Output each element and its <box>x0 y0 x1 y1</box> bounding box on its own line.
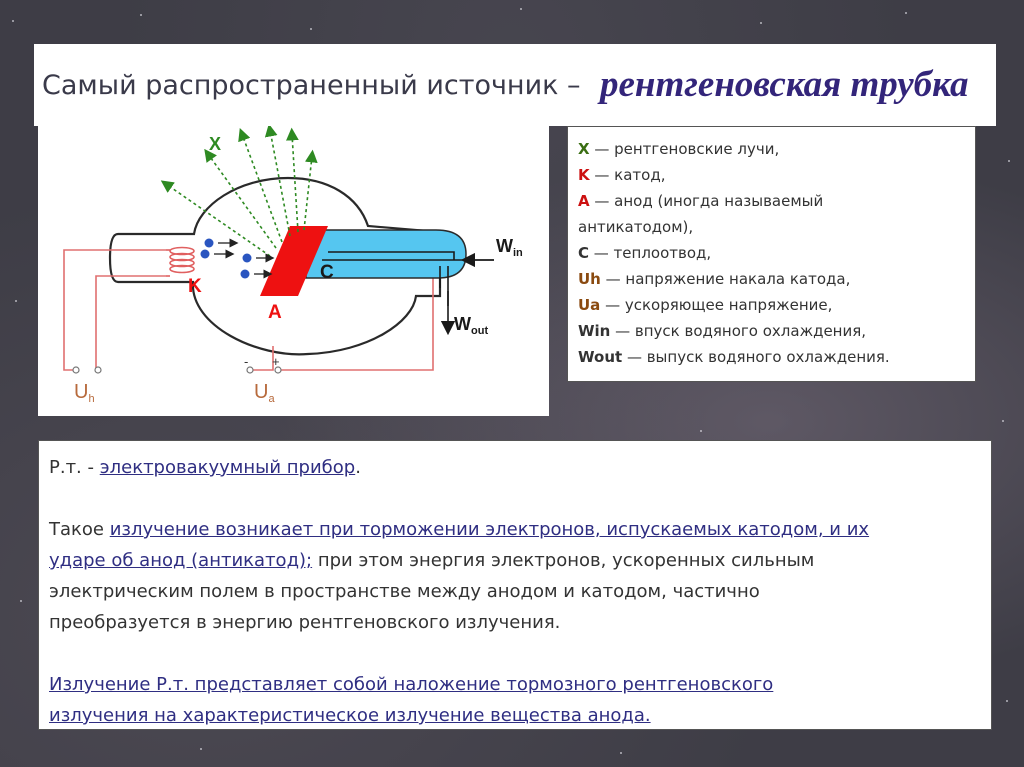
label-c: C <box>320 262 334 283</box>
link-electrovacuum-device[interactable]: электровакуумный прибор <box>99 457 356 478</box>
legend-key: Win <box>578 322 611 340</box>
legend-row <box>578 162 965 188</box>
xray-tube-diagram <box>38 126 549 416</box>
slide-title-accent: рентгеновская трубка <box>600 64 969 105</box>
slide-title-plain: Самый распространенный источник – <box>42 70 581 101</box>
legend-text: — выпуск водяного охлаждения. <box>622 348 890 366</box>
label-x: X <box>209 134 222 154</box>
legend-row <box>578 214 965 240</box>
legend-row <box>578 266 965 292</box>
star <box>200 748 202 750</box>
link-superposition-line2[interactable]: излучения на характеристическое излучение вещества анода. <box>49 705 651 726</box>
legend-key: Uh <box>578 270 601 288</box>
star <box>140 14 142 16</box>
star <box>12 20 14 22</box>
legend-text: — рентгеновские лучи, <box>589 140 780 158</box>
legend-key: Wout <box>578 348 623 366</box>
legend-key: X <box>578 140 590 158</box>
label-win-sub: in <box>513 247 523 259</box>
paragraph-2 <box>49 514 981 638</box>
star <box>700 430 702 432</box>
legend-text: антикатодом), <box>578 218 694 236</box>
legend-key: Ua <box>578 296 601 314</box>
label-ua-sub: a <box>268 393 275 405</box>
legend-text: — напряжение накала катода, <box>600 270 851 288</box>
legend-row <box>578 344 965 370</box>
link-superposition-line1[interactable]: Излучение Р.т. представляет собой наложение тормозного рентгеновского <box>49 674 774 695</box>
star <box>760 22 762 24</box>
label-ua-main: U <box>254 381 269 403</box>
star <box>1002 420 1004 422</box>
label-win-main: W <box>496 236 513 256</box>
star <box>620 752 622 754</box>
legend-row <box>578 292 965 318</box>
legend-key: A <box>578 192 590 210</box>
legend-text: — впуск водяного охлаждения, <box>610 322 867 340</box>
slide-title-box <box>34 44 996 126</box>
label-a: A <box>268 302 282 323</box>
star <box>310 28 312 30</box>
p2-rest: при этом энергия электронов, ускоренных сильным <box>312 550 815 571</box>
legend-text: — катод, <box>589 166 666 184</box>
label-uh <box>74 381 95 405</box>
legend-row <box>578 188 965 214</box>
link-radiation-origin[interactable]: излучение возникает при торможении электронов, испускаемых катодом, и их <box>109 519 870 540</box>
legend-key: K <box>578 166 590 184</box>
star <box>1008 160 1010 162</box>
star <box>20 600 22 602</box>
p2-start: Такое <box>49 519 110 540</box>
star <box>15 300 17 302</box>
label-uh-sub: h <box>88 393 95 405</box>
legend-row <box>578 136 965 162</box>
paragraph-1 <box>49 452 981 483</box>
label-wout-sub: out <box>471 325 489 337</box>
paragraph-gap <box>49 483 981 514</box>
terminal-dots <box>73 367 281 373</box>
cathode-coil <box>166 248 194 277</box>
legend-row <box>578 240 965 266</box>
p2-line4: преобразуется в энергию рентгеновского излучения. <box>49 612 561 633</box>
label-win <box>496 236 523 259</box>
star <box>905 12 907 14</box>
legend-text: — анод (иногда называемый <box>589 192 824 210</box>
label-uh-main: U <box>74 381 89 403</box>
paragraph-3 <box>49 669 981 731</box>
label-ua <box>254 381 275 405</box>
p1-suffix: . <box>355 457 361 478</box>
electrons <box>201 239 271 279</box>
paragraph-gap <box>49 638 981 669</box>
label-wout <box>454 314 488 337</box>
label-k: K <box>188 276 202 297</box>
legend-text: — теплоотвод, <box>589 244 712 262</box>
legend-panel <box>567 126 976 382</box>
star <box>1006 700 1008 702</box>
legend-key: C <box>578 244 590 262</box>
xray-tube-svg <box>38 126 549 416</box>
legend-row <box>578 318 965 344</box>
label-minus: - <box>244 354 249 369</box>
label-plus: + <box>272 354 280 369</box>
description-panel <box>38 440 992 730</box>
link-anode-impact[interactable]: ударе об анод (антикатод); <box>49 550 313 571</box>
label-wout-main: W <box>454 314 471 334</box>
star <box>520 8 522 10</box>
p1-prefix: Р.т. - <box>49 457 100 478</box>
p2-line3: электрическим полем в пространстве между анодом и катодом, частично <box>49 581 760 602</box>
legend-text: — ускоряющее напряжение, <box>600 296 833 314</box>
